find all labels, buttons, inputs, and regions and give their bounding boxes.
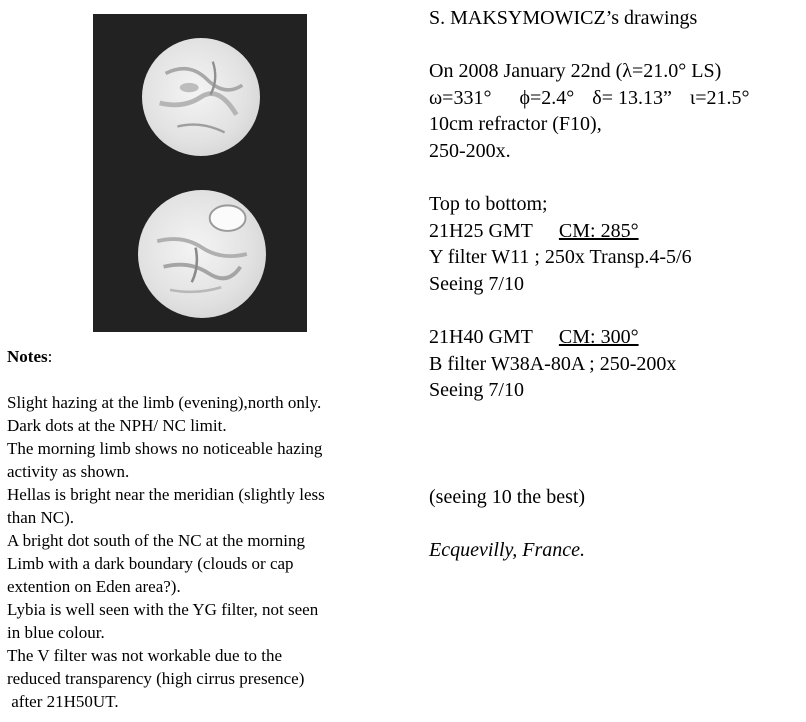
obs2-time-line xyxy=(429,324,799,351)
mars-drawing-top xyxy=(142,38,260,156)
notes-line: than NC). xyxy=(7,508,75,527)
notes-section xyxy=(7,345,402,713)
notes-heading: Notes: xyxy=(7,347,53,366)
obs1-filter: Y filter W11 ; 250x Transp.4-5/6 xyxy=(429,246,692,269)
obs1-time: 21H25 GMT xyxy=(429,219,533,242)
notes-line: A bright dot south of the NC at the morning xyxy=(7,531,305,550)
obs2-seeing: Seeing 7/10 xyxy=(429,379,524,402)
obs2-time: 21H40 GMT xyxy=(429,326,533,349)
notes-line: after 21H50UT. xyxy=(7,692,119,711)
mars-drawing-bottom xyxy=(138,190,266,318)
obs2-cm: CM: 300° xyxy=(558,326,639,349)
obs1-seeing: Seeing 7/10 xyxy=(429,272,524,295)
notes-line: Dark dots at the NPH/ NC limit. xyxy=(7,416,227,435)
delta-value: δ= 13.13” xyxy=(592,86,672,109)
omega-value: ω=331° xyxy=(429,86,492,109)
notes-line: Hellas is bright near the meridian (slightly less xyxy=(7,485,325,504)
observation-info xyxy=(429,5,799,563)
phi-value: ϕ=2.4° xyxy=(519,86,575,109)
notes-line: Lybia is well seen with the YG filter, not seen xyxy=(7,600,319,619)
instrument: 10cm refractor (F10), xyxy=(429,113,602,136)
drawings-image xyxy=(93,14,307,332)
page-title: S. MAKSYMOWICZ’s drawings xyxy=(429,7,698,29)
notes-line: The morning limb shows no noticeable hazing xyxy=(7,439,323,458)
order-note: Top to bottom; xyxy=(429,193,548,216)
obs1-cm: CM: 285° xyxy=(558,219,639,242)
notes-line: in blue colour. xyxy=(7,623,105,642)
seeing-scale-note: (seeing 10 the best) xyxy=(429,485,586,508)
magnification: 250-200x. xyxy=(429,139,511,162)
iota-value: ι=21.5° xyxy=(689,86,750,109)
notes-line: activity as shown. xyxy=(7,462,130,481)
notes-line: Limb with a dark boundary (clouds or cap xyxy=(7,554,294,573)
notes-line: reduced transparency (high cirrus presence) xyxy=(7,669,305,688)
notes-line: Slight hazing at the limb (evening),north only. xyxy=(7,393,322,412)
notes-line: extention on Eden area?). xyxy=(7,577,181,596)
planet-parameters xyxy=(429,85,799,112)
observation-date: On 2008 January 22nd (λ=21.0° LS) xyxy=(429,60,722,83)
obs1-time-line xyxy=(429,218,799,245)
notes-line: The V filter was not workable due to the xyxy=(7,646,283,665)
obs2-filter: B filter W38A-80A ; 250-200x xyxy=(429,352,677,375)
location: Ecquevilly, France. xyxy=(429,538,586,561)
